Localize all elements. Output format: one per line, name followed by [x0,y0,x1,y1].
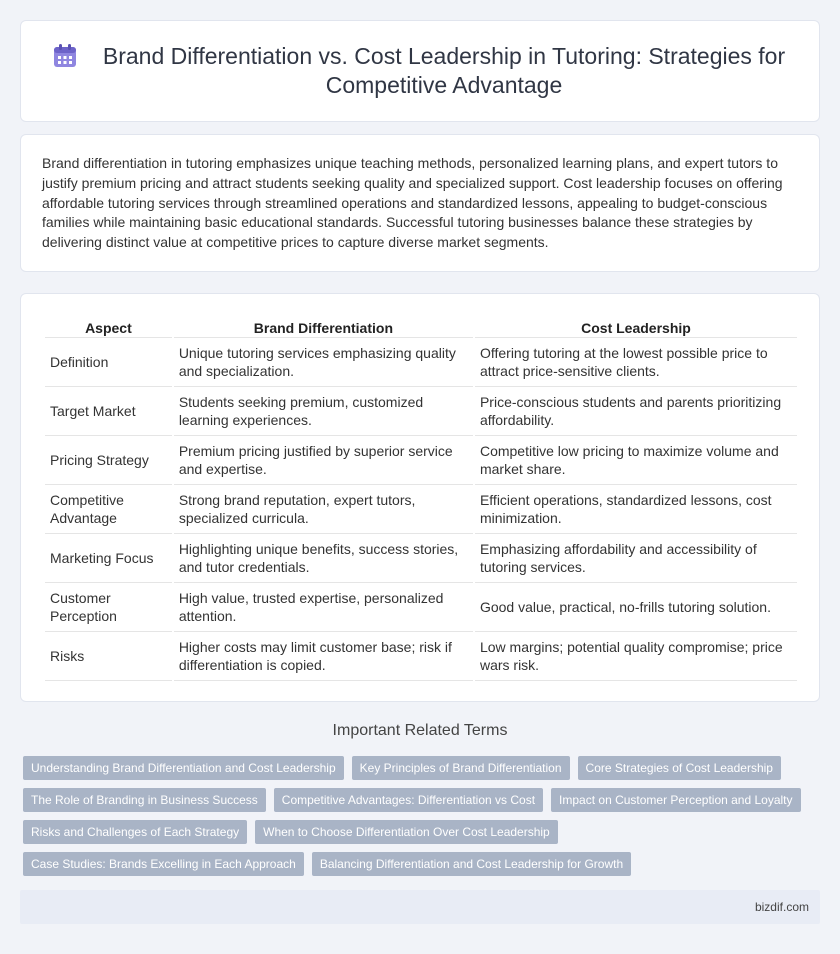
header-brand-differentiation: Brand Differentiation [174,314,473,338]
related-term-tag[interactable]: When to Choose Differentiation Over Cost Leadership [255,820,558,844]
table-row [45,436,797,485]
intro-card [20,134,820,272]
page-title: Brand Differentiation vs. Cost Leadership in Tutoring: Strategies for Competitive Advantage [102,43,786,98]
title-card [20,20,820,122]
footer-site-link[interactable]: bizdif.com [754,900,809,914]
cost-leadership-cell: Good value, practical, no-frills tutoring solution. [475,583,797,632]
aspect-cell: Competitive Advantage [45,485,172,534]
table-row [45,534,797,583]
cost-leadership-cell: Efficient operations, standardized lessons, cost minimization. [475,485,797,534]
differentiation-cell: Students seeking premium, customized learning experiences. [174,387,473,436]
related-term-tag[interactable]: Risks and Challenges of Each Strategy [23,820,247,844]
related-term-tag[interactable]: The Role of Branding in Business Success [23,788,266,812]
table-row [45,583,797,632]
aspect-cell: Customer Perception [45,583,172,632]
related-term-tag[interactable]: Balancing Differentiation and Cost Leadership for Growth [312,852,631,876]
comparison-table [43,314,799,681]
table-header-row [45,314,797,338]
cost-leadership-cell: Offering tutoring at the lowest possible price to attract price-sensitive clients. [475,338,797,387]
differentiation-cell: Strong brand reputation, expert tutors, specialized curricula. [174,485,473,534]
intro-paragraph: Brand differentiation in tutoring emphasizes unique teaching methods, personalized learning plans, and expert tutors to justify premium pricing and attract students seeking quality and specialized support. Cost leadership focuses on offering affordable tutoring services through streamlined operations and standardized lessons, appealing to budget-conscious families while maintaining basic educational standards. Successful tutoring businesses balance these strategies by delivering distinct value at competitive prices to capture diverse market segments. [42,155,783,251]
differentiation-cell: Higher costs may limit customer base; risk if differentiation is copied. [174,632,473,681]
differentiation-cell: Highlighting unique benefits, success stories, and tutor credentials. [174,534,473,583]
table-row [45,485,797,534]
header-aspect: Aspect [45,314,172,338]
calendar-icon [51,42,79,70]
differentiation-cell: High value, trusted expertise, personalized attention. [174,583,473,632]
related-term-tag[interactable]: Core Strategies of Cost Leadership [578,756,781,780]
comparison-table-card [20,293,820,702]
related-terms-heading: Important Related Terms [332,722,508,739]
aspect-cell: Definition [45,338,172,387]
differentiation-cell: Premium pricing justified by superior service and expertise. [174,436,473,485]
related-term-tag[interactable]: Understanding Brand Differentiation and Cost Leadership [23,756,344,780]
aspect-cell: Marketing Focus [45,534,172,583]
differentiation-cell: Unique tutoring services emphasizing quality and specialization. [174,338,473,387]
related-term-tag[interactable]: Impact on Customer Perception and Loyalty [551,788,800,812]
aspect-cell: Pricing Strategy [45,436,172,485]
cost-leadership-cell: Emphasizing affordability and accessibility of tutoring services. [475,534,797,583]
table-row [45,632,797,681]
related-term-tag[interactable]: Competitive Advantages: Differentiation vs Cost [274,788,543,812]
table-row [45,387,797,436]
cost-leadership-cell: Low margins; potential quality compromise; price wars risk. [475,632,797,681]
aspect-cell: Target Market [45,387,172,436]
related-term-tag[interactable]: Key Principles of Brand Differentiation [352,756,570,780]
related-terms-list [23,756,823,884]
footer [20,890,820,924]
aspect-cell: Risks [45,632,172,681]
table-row [45,338,797,387]
related-term-tag[interactable]: Case Studies: Brands Excelling in Each Approach [23,852,304,876]
cost-leadership-cell: Competitive low pricing to maximize volume and market share. [475,436,797,485]
header-cost-leadership: Cost Leadership [475,314,797,338]
cost-leadership-cell: Price-conscious students and parents prioritizing affordability. [475,387,797,436]
